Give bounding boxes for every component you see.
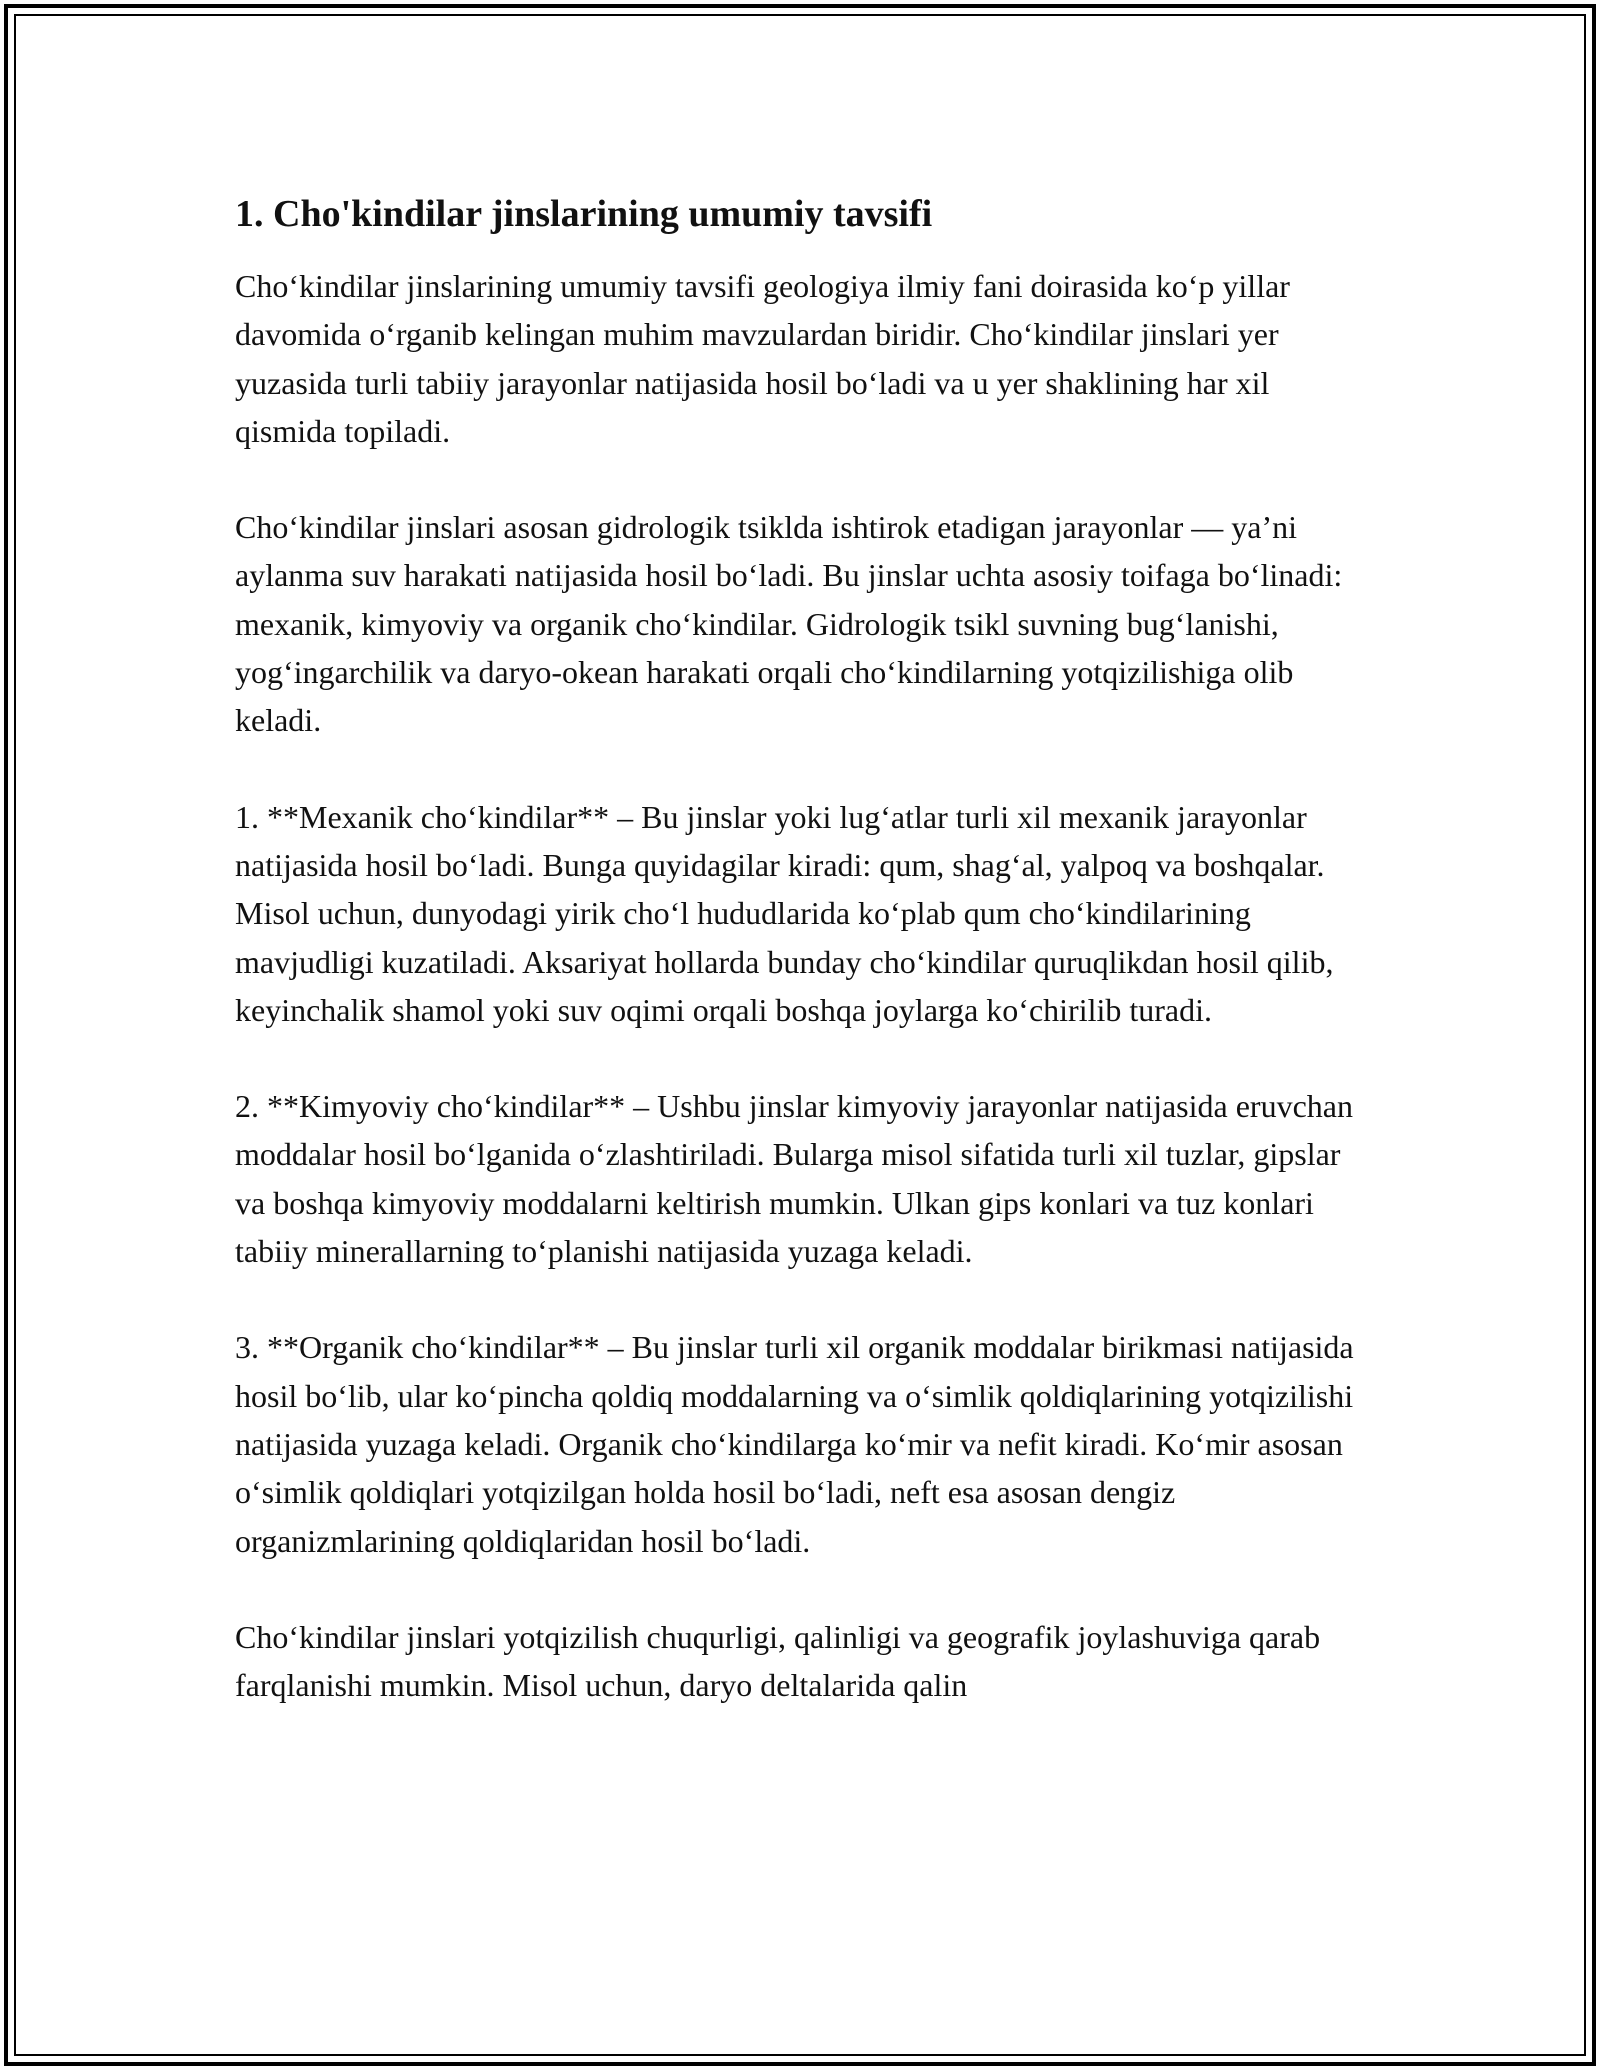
paragraph-deposition: Cho‘kindilar jinslari yotqizilish chuqurligi, qalinligi va geografik joylashuviga qarab farqlanishi mumkin. Misol uchun, daryo deltalarida qalin <box>235 1618 1321 1704</box>
section-heading: 1. Cho'kindilar jinslarining umumiy tavsifi <box>235 193 933 235</box>
paragraph-organic: 3. **Organik cho‘kindilar** – Bu jinslar turli xil organik moddalar birikmasi natijasida hosil bo‘lib, ular ko‘pincha qoldiq moddalarning va o‘simlik qoldiqlarining yotqizilishi natijasida yuzaga keladi. Organik cho‘kindilarga ko‘mir va nefit kiradi. Ko‘mir asosan o‘simlik qoldiqlari yotqizilgan holda hosil bo‘ladi, neft esa asosan dengiz organizmlarining qoldiqlaridan hosil bo‘ladi. <box>235 1329 1354 1559</box>
paragraph-intro: Cho‘kindilar jinslarining umumiy tavsifi geologiya ilmiy fani doirasida ko‘p yillar davomida o‘rganib kelingan muhim mavzulardan biridir. Cho‘kindilar jinslari yer yuzasida turli tabiiy jarayonlar natijasida hosil bo‘ladi va u yer shaklining har xil qismida topiladi. <box>235 268 1290 449</box>
paragraph-chemical: 2. **Kimyoviy cho‘kindilar** – Ushbu jinslar kimyoviy jarayonlar natijasida eruvchan moddalar hosil bo‘lganida o‘zlashtiriladi. Bularga misol sifatida turli xil tuzlar, gipslar va boshqa kimyoviy moddalarni keltirish mumkin. Ulkan gips konlari va tuz konlari tabiiy minerallarning to‘planishi natijasida yuzaga keladi. <box>235 1088 1353 1270</box>
paragraph-mechanical: 1. **Mexanik cho‘kindilar** – Bu jinslar yoki lug‘atlar turli xil mexanik jarayonlar natijasida hosil bo‘ladi. Bunga quyidagilar kiradi: qum, shag‘al, yalpoq va boshqalar. Misol uchun, dunyodagi yirik cho‘l hududlarida ko‘plab qum cho‘kindilarining mavjudligi kuzatiladi. Aksariyat hollarda bunday cho‘kindilar quruqlikdan hosil qilib, keyinchalik shamol yoki suv oqimi orqali boshqa joylarga ko‘chirilib turadi. <box>235 798 1334 1028</box>
paragraph-hydrologic-cycle: Cho‘kindilar jinslari asosan gidrologik tsiklda ishtirok etadigan jarayonlar — ya’ni aylanma suv harakati natijasida hosil bo‘ladi. Bu jinslar uchta asosiy toifaga bo‘linadi: mexanik, kimyoviy va organik cho‘kindilar. Gidrologik tsikl suvning bug‘lanishi, yog‘ingarchilik va daryo-okean harakati orqali cho‘kindilarning yotqizilishiga olib keladi. <box>235 509 1343 739</box>
document-body <box>235 188 1375 1757</box>
